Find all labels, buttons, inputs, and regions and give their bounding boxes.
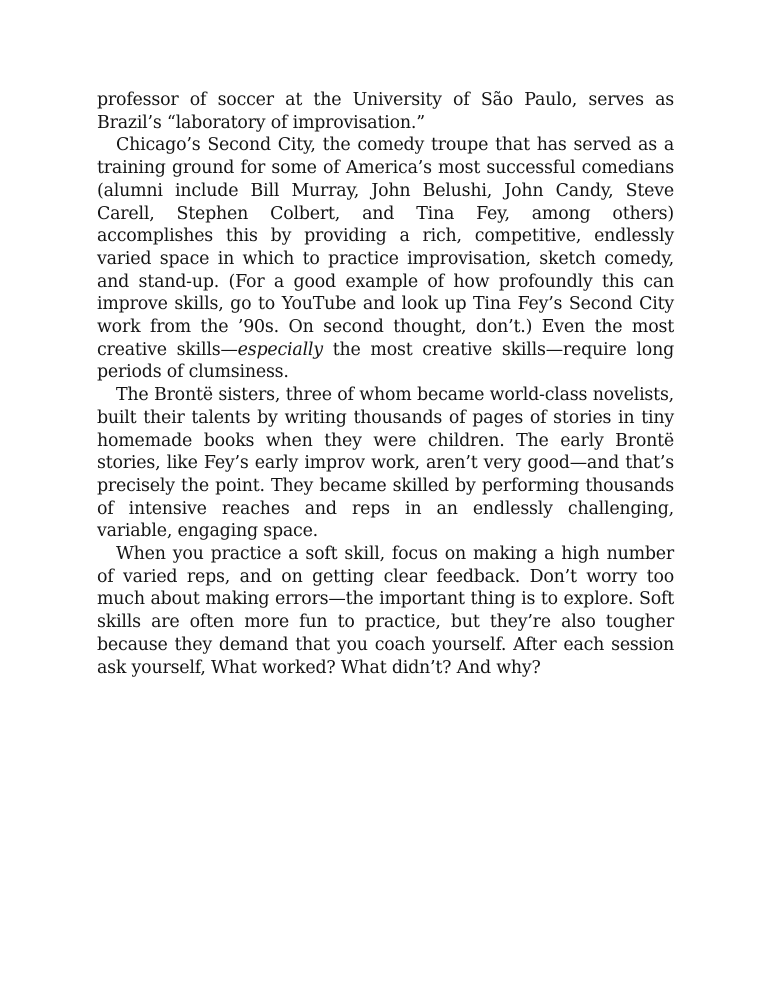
emphasis-especially: especially — [237, 339, 323, 360]
paragraph-second-city — [97, 134, 674, 384]
book-page-text — [97, 89, 674, 679]
paragraph-soft-skill-practice: When you practice a soft skill, focus on making a high number of varied reps, and on getting clear feedback. Don’t worry too much about making errors—the important thing is to explore. Soft skills are often more fun to practice, but they’re also tougher because they demand that you coach yourself. After each session ask yourself, What worked? What didn’t? And why? — [97, 544, 674, 678]
paragraph-second-city-ending: the most creative skills—require long periods of clumsiness. — [97, 339, 674, 383]
paragraph-second-city-text: Chicago’s Second City, the comedy troupe that has served as a training ground for some of America’s most successful comedians (alumni include Bill Murray, John Belushi, John Candy, Steve Carell, Stephen Colbert, and Tina Fey, among others) accomplishes this by providing a rich, competitive, endlessly varied space in which to practice improvisation, sketch comedy, and stand-up. (For a good example of how profoundly this can improve skills, go to YouTube and look up Tina Fey’s Second City work from the ’90s. On second thought, don’t.) Even the most creative skills— — [97, 135, 674, 360]
paragraph-bronte-sisters: The Brontë sisters, three of whom became world-class novelists, built their talents by writing thousands of pages of stories in tiny homemade books when they were children. The early Brontë stories, like Fey’s early improv work, aren’t very good—and that’s precisely the point. They became skilled by performing thousands of intensive reaches and reps in an endlessly challenging, variable, engaging space. — [97, 385, 674, 542]
paragraph-continuation: professor of soccer at the University of São Paulo, serves as Brazil’s “laboratory of improvisation.” — [97, 90, 674, 133]
